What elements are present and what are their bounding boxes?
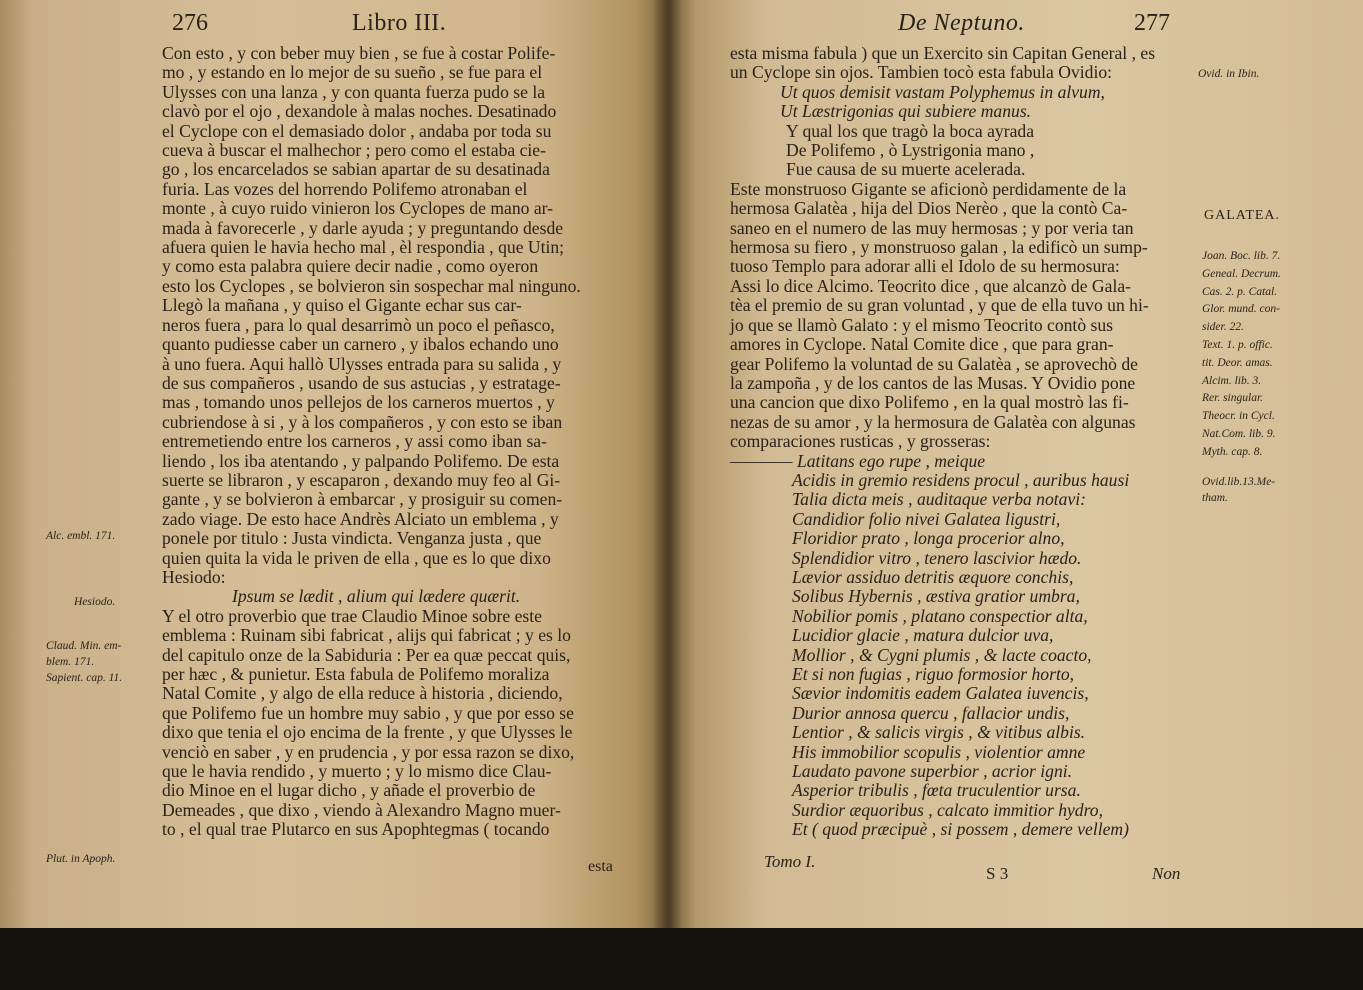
latin-poem-line: Talia dicta meis , auditaque verba notavi: bbox=[792, 489, 1087, 510]
text-line: cubriendose à si , y à los compañeros , y con esto se iban bbox=[162, 411, 563, 432]
margin-note-claudio bbox=[46, 638, 122, 686]
text-line: clavò por el ojo , dexandole à malas noches. Desatinado bbox=[162, 101, 557, 122]
margin-line: Text. 1. p. offic. bbox=[1202, 338, 1273, 351]
text-line: venciò en saber , y en prudencia , y por essa razon se dixo, bbox=[162, 741, 575, 762]
text-line: cueva à buscar el malhechor ; pero como el estaba cie- bbox=[162, 140, 546, 161]
margin-line: Joan. Boc. lib. 7. bbox=[1202, 250, 1281, 262]
margin-note-ovid-ibin: Ovid. in Ibin. bbox=[1198, 68, 1260, 80]
text-line: mo , y estando en lo mejor de su sueño , se fue para el bbox=[162, 62, 543, 83]
text-line: saneo en el numero de las muy hermosas ; y por veria tan bbox=[730, 217, 1134, 238]
margin-note-alciato: Alc. embl. 171. bbox=[46, 530, 116, 542]
latin-poem-line: Lentior , & salicis virgis , & vitibus albis. bbox=[792, 722, 1086, 743]
text-line: à uno fuera. Aqui hallò Ulysses entrada para su salida , y bbox=[162, 353, 562, 374]
text-line: amores in Cyclope. Natal Comite dice , que para gran- bbox=[730, 334, 1114, 355]
margin-line: Rer. singular. bbox=[1202, 392, 1264, 405]
latin-poem-line: Durior annosa quercu , fallacior undis, bbox=[792, 702, 1070, 723]
text-line: gante , y se bolvieron à embarcar , y prosiguir su comen- bbox=[162, 489, 563, 510]
margin-note-hesiodo: Hesiodo. bbox=[74, 596, 116, 608]
text-line: tuoso Templo para adorar alli el Idolo de su hermosura: bbox=[730, 256, 1120, 277]
text-line: tèa el premio de su gran voluntad , y que de ella tuvo un hi- bbox=[730, 295, 1149, 316]
latin-poem-line: Et si non fugias , riguo formosior horto, bbox=[792, 664, 1075, 684]
margin-line: Myth. cap. 8. bbox=[1202, 445, 1263, 458]
margin-line: Cas. 2. p. Catal. bbox=[1202, 285, 1278, 298]
text-line: monte , à cuyo ruido vinieron los Cyclopes de mano ar- bbox=[162, 198, 554, 219]
text-line: furia. Las vozes del horrendo Polifemo atronaban el bbox=[162, 178, 528, 199]
margin-line: tit. Deor. amas. bbox=[1202, 356, 1273, 369]
left-page-text bbox=[162, 44, 632, 840]
left-running-head: Libro III. bbox=[352, 10, 447, 36]
left-page bbox=[0, 0, 668, 928]
margin-line: blem. 171. bbox=[46, 656, 95, 668]
signature-mark: S 3 bbox=[986, 864, 1009, 883]
right-catchword: Non bbox=[1152, 864, 1181, 883]
margin-note-ovid-met bbox=[1202, 474, 1275, 506]
text-line: ponele por titulo : Justa vindicta. Venganza justa , que bbox=[162, 528, 542, 549]
ovid-quote-line: Ut quos demisit vastam Polyphemus in alvum, bbox=[780, 81, 1105, 102]
text-line: dixo que tenia el ojo encima de la frente , y que Ulysses le bbox=[162, 722, 573, 743]
latin-poem-line: Laudato pavone superbior , acrior igni. bbox=[792, 761, 1073, 782]
margin-note-plutarco: Plut. in Apoph. bbox=[46, 853, 116, 865]
text-line: Este monstruoso Gigante se aficionò perdidamente de la bbox=[730, 178, 1127, 199]
margin-line: Sapient. cap. 11. bbox=[46, 672, 123, 684]
text-line: Ulysses con una lanza , y con quanta fuerza pudo se la bbox=[162, 81, 546, 102]
footer-volume: Tomo I. bbox=[764, 852, 816, 871]
text-line: jo que se llamò Galato : y el mismo Teocrito contò sus bbox=[730, 314, 1113, 335]
text-line: liendo , los iba atentando , y palpando Polifemo. De esta bbox=[162, 450, 560, 471]
hesiod-quote: Ipsum se lædit , alium qui lædere quærit. bbox=[232, 586, 521, 607]
text-line: Natal Comite , y algo de ella reduce à historia , diciendo, bbox=[162, 683, 563, 704]
text-line: quien quita la vida le priven de ella , que es lo que dixo bbox=[162, 547, 551, 568]
margin-line: Geneal. Decrum. bbox=[1202, 267, 1281, 280]
text-line: emblema : Ruinam sibi fabricat , alijs qui fabricat ; y es lo bbox=[162, 625, 571, 646]
text-line: nezas de su amor , y la hermosura de Galatèa con algunas bbox=[730, 411, 1136, 432]
text-line: un Cyclope sin ojos. Tambien tocò esta fabula Ovidio: bbox=[730, 62, 1113, 83]
margin-note-sources bbox=[1202, 248, 1281, 462]
latin-poem-line: Candidior folio nivei Galatea ligustri, bbox=[792, 508, 1061, 529]
text-line: entremetiendo entre los carneros , y assi como iban sa- bbox=[162, 431, 547, 452]
text-line: que le havia rendido , y muerto ; y lo mismo dice Clau- bbox=[162, 761, 552, 782]
margin-line: tham. bbox=[1202, 492, 1228, 504]
text-line: to , el qual trae Plutarco en sus Apophtegmas ( tocando bbox=[162, 819, 550, 840]
latin-poem-line: Acidis in gremio residens procul , auribus hausi bbox=[792, 469, 1130, 490]
spanish-verse-line: Fue causa de su muerte acelerada. bbox=[786, 159, 1026, 180]
text-line: gear Polifemo la voluntad de su Galatèa , se aprovechò de bbox=[730, 353, 1138, 374]
right-page-text bbox=[730, 44, 1200, 840]
latin-poem-line: Nobilior pomis , platano conspectior alta, bbox=[792, 605, 1088, 626]
margin-line: Alcim. lib. 3. bbox=[1202, 374, 1262, 387]
latin-poem-line: His immobilior scopulis , violentior amne bbox=[792, 741, 1086, 762]
right-running-head: De Neptuno. bbox=[898, 10, 1025, 36]
text-line: hermosa Galatèa , hija del Dios Nerèo , que la contò Ca- bbox=[730, 198, 1128, 219]
latin-poem-line: Surdior æquoribus , calcato immitior hydro, bbox=[792, 799, 1103, 820]
text-line: per hæc , & punietur. Esta fabula de Polifemo moraliza bbox=[162, 664, 550, 684]
left-catchword: esta bbox=[588, 858, 613, 875]
latin-poem-line: Floridior prato , longa procerior alno, bbox=[792, 528, 1065, 549]
text-line: afuera quien le havia hecho mal , èl respondia , que Utin; bbox=[162, 237, 565, 258]
latin-poem-line: Lucidior glacie , matura dulcior uva, bbox=[792, 625, 1054, 646]
text-line: esto los Cyclopes , se bolvieron sin sospechar mal ninguno. bbox=[162, 275, 581, 296]
spanish-verse-line: De Polifemo , ò Lystrigonia mano , bbox=[786, 140, 1035, 161]
text-line: que Polifemo fue un hombre muy sabio , y que por esso se bbox=[162, 702, 574, 723]
text-line: Hesiodo: bbox=[162, 566, 226, 587]
right-page bbox=[668, 0, 1363, 928]
text-line: y como esta palabra quiere decir nadie , como oyeron bbox=[162, 256, 539, 277]
text-line: esta misma fabula ) que un Exercito sin Capitan General , es bbox=[730, 43, 1156, 63]
text-line: una cancion que dixo Polifemo , en la qual mostrò las fi- bbox=[730, 392, 1129, 413]
text-line: zado viage. De esto hace Andrès Alciato un emblema , y bbox=[162, 508, 559, 529]
text-line: comparaciones rusticas , y grosseras: bbox=[730, 431, 991, 452]
text-line: Y el otro proverbio que trae Claudio Minoe sobre este bbox=[162, 605, 542, 626]
text-line: suerte se libraron , y escaparon , dexando muy feo al Gi- bbox=[162, 469, 561, 490]
latin-poem-line: Splendidior vitro , tenero lascivior hædo. bbox=[792, 547, 1082, 568]
latin-poem-line: Mollior , & Cygni plumis , & lacte coacto, bbox=[792, 644, 1092, 665]
spanish-verse-line: Y qual los que tragò la boca ayrada bbox=[786, 120, 1035, 141]
latin-poem-line: Lævior assiduo detritis æquore conchis, bbox=[792, 566, 1074, 587]
margin-line: Theocr. in Cycl. bbox=[1202, 410, 1275, 423]
margin-heading-galatea: GALATEA. bbox=[1204, 208, 1281, 223]
margin-line: sider. 22. bbox=[1202, 321, 1244, 334]
text-line: neros fuera , para lo qual desarrimò un poco el peñasco, bbox=[162, 314, 555, 335]
text-line: del capitulo onze de la Sabiduria : Per ea quæ peccat quis, bbox=[162, 644, 571, 665]
background-surface bbox=[0, 928, 1363, 990]
right-page-number: 277 bbox=[1134, 10, 1170, 36]
latin-poem-line: Solibus Hybernis , æstiva gratior umbra, bbox=[792, 586, 1080, 607]
text-line: Con esto , y con beber muy bien , se fue à costar Polife- bbox=[162, 43, 556, 63]
text-line: go , los encarcelados se sabian apartar de su desatinada bbox=[162, 159, 550, 180]
latin-poem-line: ———— Latitans ego rupe , meique bbox=[730, 450, 986, 471]
latin-poem-line: Asperior tribulis , fœta truculentior ursa. bbox=[792, 780, 1081, 801]
text-line: Llegò la mañana , y quiso el Gigante echar sus car- bbox=[162, 295, 522, 316]
margin-line: Ovid.lib.13.Me- bbox=[1202, 476, 1276, 488]
text-line: Demeades , que dixo , viendo à Alexandro Magno muer- bbox=[162, 799, 561, 820]
text-line: de sus compañeros , usando de sus astucias , y estratage- bbox=[162, 372, 561, 393]
left-page-number: 276 bbox=[172, 10, 208, 36]
ovid-quote-line: Ut Læstrigonias qui subiere manus. bbox=[780, 101, 1032, 122]
margin-line: Glor. mund. con- bbox=[1202, 303, 1280, 316]
text-line: Assi lo dice Alcimo. Teocrito dice , que alcanzò de Gala- bbox=[730, 275, 1132, 296]
text-line: la zampoña , y de los cantos de las Musas. Y Ovidio pone bbox=[730, 372, 1136, 393]
text-line: mada à favorecerle , y darle ayuda ; y preguntando desde bbox=[162, 217, 564, 238]
margin-line: Claud. Min. em- bbox=[46, 640, 122, 652]
book-gutter bbox=[652, 0, 682, 928]
latin-poem-line: Sævior indomitis eadem Galatea iuvencis, bbox=[792, 683, 1089, 704]
text-line: mas , tomando unos pellejos de los carneros muertos , y bbox=[162, 392, 555, 413]
text-line: quanto pudiesse caber un carnero , y ibalos echando uno bbox=[162, 334, 559, 355]
latin-poem-line: Et ( quod præcipuè , si possem , demere vellem) bbox=[792, 819, 1129, 840]
margin-line: Nat.Com. lib. 9. bbox=[1202, 427, 1276, 440]
text-line: hermosa su fiero , y monstruoso galan , la edificò un sump- bbox=[730, 237, 1148, 258]
text-line: dio Minoe en el lugar dicho , y añade el proverbio de bbox=[162, 780, 536, 801]
text-line: el Cyclope con el demasiado dolor , andaba por toda su bbox=[162, 120, 552, 141]
